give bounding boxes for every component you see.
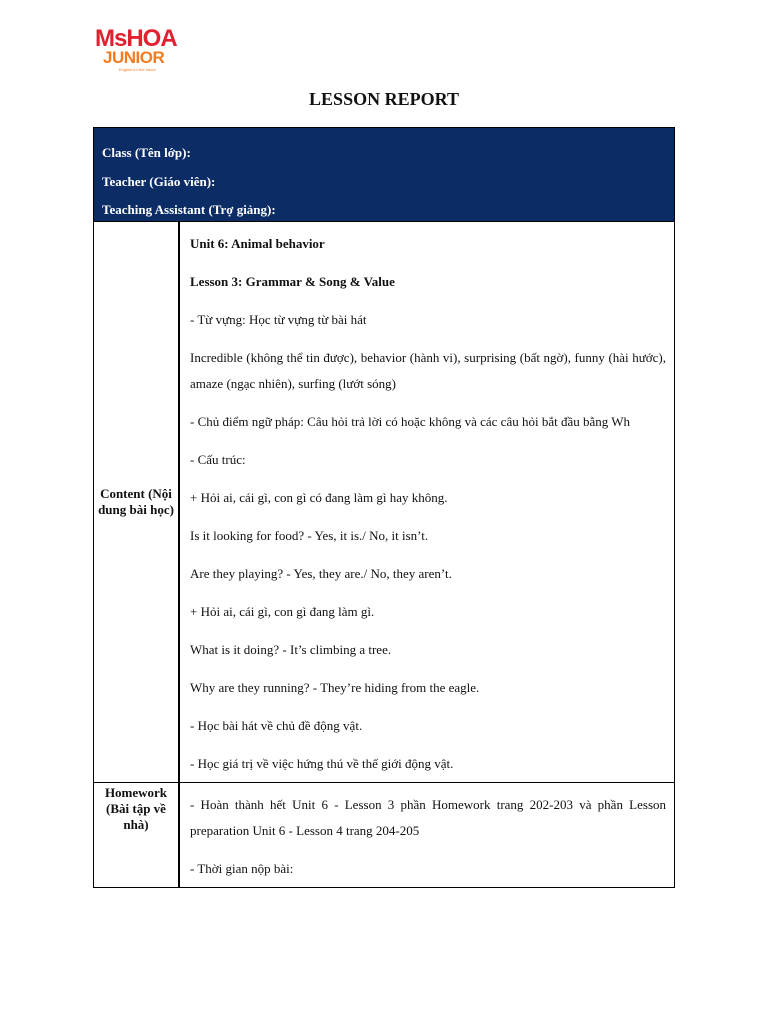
vocab-list: Incredible (không thể tin được), behavior (hành vi), surprising (bất ngờ), funny (hài hước), amaze (ngạc nhiên), surfing (lướt sóng) xyxy=(190,350,666,391)
content-label: Content (Nội dung bài học) xyxy=(94,222,180,782)
homework-deadline: - Thời gian nộp bài: xyxy=(190,860,294,876)
logo-brand-bottom: JUNIOR xyxy=(103,48,165,67)
value-item: - Học giá trị về việc hứng thú về thế giới động vật. xyxy=(190,755,454,771)
assistant-field-label: Teaching Assistant (Trợ giảng): xyxy=(102,202,276,217)
song-item: - Học bài hát về chủ đề động vật. xyxy=(190,717,363,733)
brand-logo xyxy=(95,27,195,75)
report-header xyxy=(94,128,674,222)
lesson-report-table xyxy=(93,127,675,888)
homework-cell xyxy=(180,783,674,887)
teacher-field-label: Teacher (Giáo viên): xyxy=(102,173,216,189)
logo-brand-top: MsHOA xyxy=(95,25,177,52)
structure-wh: + Hỏi ai, cái gì, con gì đang làm gì. xyxy=(190,603,375,619)
homework-label: Homework (Bài tập về nhà) xyxy=(94,783,180,887)
example-sentence: What is it doing? - It’s climbing a tree. xyxy=(190,641,392,657)
content-cell xyxy=(180,222,674,782)
structure-yes-no: + Hỏi ai, cái gì, con gì có đang làm gì hay không. xyxy=(190,489,448,505)
unit-title: Unit 6: Animal behavior xyxy=(190,236,325,251)
lesson-title: Lesson 3: Grammar & Song & Value xyxy=(190,274,395,289)
example-sentence: Are they playing? - Yes, they are./ No, they aren’t. xyxy=(190,565,452,581)
content-row xyxy=(94,222,674,783)
class-field-label: Class (Tên lớp): xyxy=(102,145,191,160)
homework-row xyxy=(94,783,674,887)
homework-task: - Hoàn thành hết Unit 6 - Lesson 3 phần Homework trang 202-203 và phần Lesson preparation Unit 6 - Lesson 4 trang 204-205 xyxy=(190,797,666,838)
example-sentence: Is it looking for food? - Yes, it is./ No, it isn’t. xyxy=(190,527,429,543)
logo-tagline: English for the future xyxy=(119,67,156,72)
example-sentence: Why are they running? - They’re hiding from the eagle. xyxy=(190,679,480,695)
grammar-topic: - Chủ điểm ngữ pháp: Câu hỏi trả lời có hoặc không và các câu hỏi bắt đầu bằng Wh xyxy=(190,413,631,429)
page-title: LESSON REPORT xyxy=(309,89,459,109)
vocab-heading: - Từ vựng: Học từ vựng từ bài hát xyxy=(190,312,367,327)
structure-heading: - Cấu trúc: xyxy=(190,451,246,467)
